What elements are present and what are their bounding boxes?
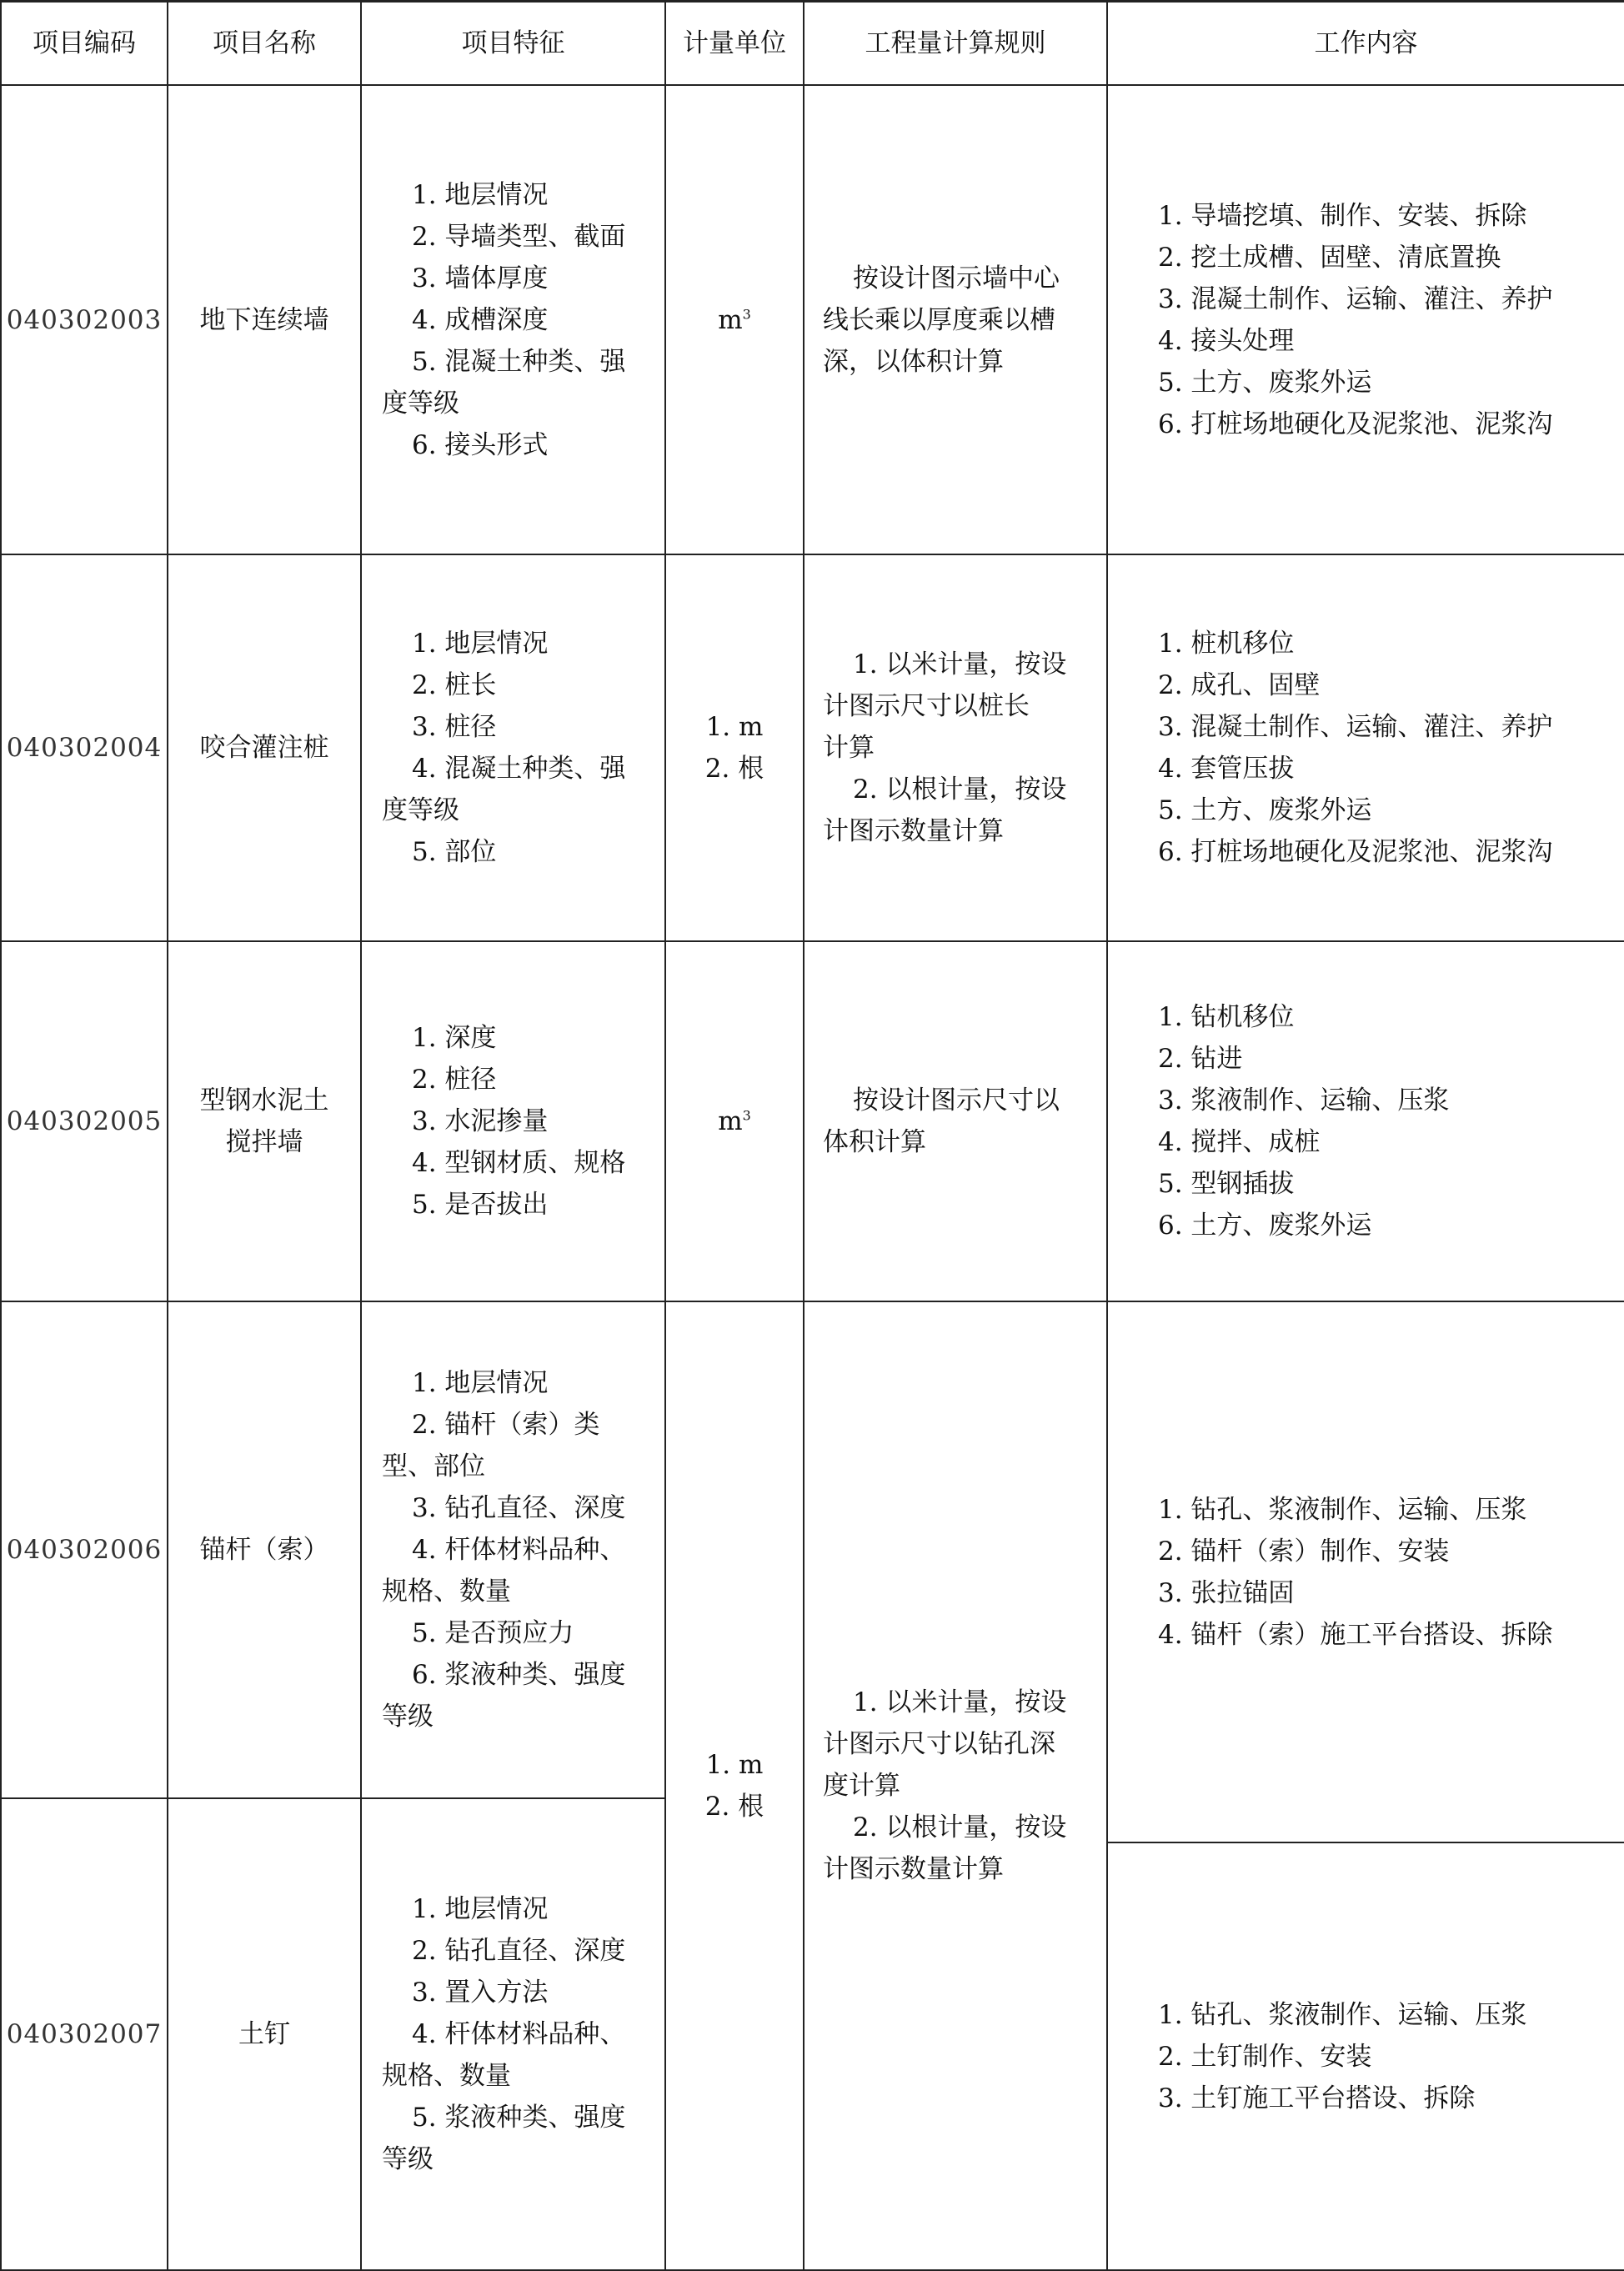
feature-line: 2. 锚杆（索）类: [412, 1410, 600, 1440]
work-line: 6. 打桩场地硬化及泥浆池、泥浆沟: [1158, 837, 1553, 867]
calc-rule: [804, 554, 1107, 941]
item-features: [361, 1301, 665, 1798]
item-features: [361, 1798, 665, 2270]
item-name-line: 型钢水泥土: [199, 1085, 329, 1115]
item-code: 040302004: [1, 554, 168, 941]
feature-line: 2. 钻孔直径、深度: [412, 1936, 626, 1966]
feature-line: 1. 地层情况: [412, 1368, 549, 1398]
feature-line: 规格、数量: [382, 2061, 511, 2091]
unit-value: m: [718, 1106, 743, 1136]
unit-value: m: [718, 304, 743, 335]
feature-line: 等级: [382, 2144, 434, 2174]
header-rule: 工程量计算规则: [804, 2, 1107, 86]
work-line: 3. 混凝土制作、运输、灌注、养护: [1158, 712, 1553, 742]
item-name-line: 锚杆（索）: [199, 1535, 329, 1565]
work-line: 3. 张拉锚固: [1158, 1577, 1295, 1608]
table-row: [1, 85, 1624, 554]
work-content: [1107, 85, 1624, 554]
rule-line: 线长乘以厚度乘以槽: [823, 304, 1055, 335]
item-code: 040302006: [1, 1301, 168, 1798]
item-name: [168, 1301, 361, 1798]
feature-line: 6. 浆液种类、强度: [412, 1660, 626, 1690]
item-code: 040302007: [1, 1798, 168, 2270]
feature-line: 规格、数量: [382, 1577, 511, 1607]
work-line: 4. 接头处理: [1158, 325, 1295, 356]
feature-line: 3. 钻孔直径、深度: [412, 1493, 626, 1523]
rule-line: 计图示尺寸以钻孔深: [823, 1729, 1055, 1759]
unit-line: 2. 根: [704, 1792, 764, 1822]
work-line: 4. 搅拌、成桩: [1158, 1127, 1321, 1157]
feature-line: 5. 是否预应力: [412, 1618, 574, 1648]
rule-line: 计算: [823, 733, 875, 763]
item-code: 040302003: [1, 85, 168, 554]
rule-line: 体积计算: [823, 1127, 926, 1157]
feature-line: 4. 成槽深度: [412, 304, 549, 335]
header-features: 项目特征: [361, 2, 665, 86]
unit-cell: [665, 85, 804, 554]
header-code: 项目编码: [1, 2, 168, 86]
feature-line: 2. 导墙类型、截面: [412, 221, 626, 252]
work-line: 5. 型钢插拔: [1158, 1169, 1295, 1199]
work-line: 1. 钻孔、浆液制作、运输、压浆: [1158, 1494, 1527, 1525]
feature-line: 2. 桩径: [412, 1065, 497, 1095]
work-content: [1107, 554, 1624, 941]
rule-line: 1. 以米计量，按设: [853, 649, 1067, 679]
work-line: 2. 土钉制作、安装: [1158, 2041, 1372, 2072]
unit-line: 1. m: [705, 712, 764, 742]
feature-line: 4. 型钢材质、规格: [412, 1148, 626, 1178]
rule-line: 按设计图示尺寸以: [853, 1085, 1060, 1115]
rule-line: 度计算: [823, 1771, 900, 1801]
item-name-line: 咬合灌注桩: [199, 733, 329, 763]
rule-line: 1. 以米计量，按设: [853, 1687, 1067, 1717]
feature-line: 等级: [382, 1702, 434, 1732]
feature-line: 3. 墙体厚度: [412, 263, 549, 293]
rule-line: 按设计图示墙中心: [853, 263, 1060, 293]
feature-line: 度等级: [382, 795, 459, 825]
feature-line: 型、部位: [382, 1451, 485, 1481]
unit-cell-shared: [665, 1301, 804, 2270]
work-content: [1107, 1842, 1624, 2270]
feature-line: 5. 部位: [412, 837, 497, 867]
item-name: [168, 554, 361, 941]
work-line: 3. 混凝土制作、运输、灌注、养护: [1158, 283, 1553, 314]
work-line: 1. 钻孔、浆液制作、运输、压浆: [1158, 1999, 1527, 2030]
rule-line: 计图示尺寸以桩长: [823, 691, 1030, 721]
feature-line: 3. 水泥掺量: [412, 1106, 549, 1136]
calc-rule-shared: [804, 1301, 1107, 2270]
feature-line: 4. 混凝土种类、强: [412, 754, 626, 784]
work-line: 2. 钻进: [1158, 1044, 1243, 1074]
table-row: [1, 1301, 1624, 1746]
feature-line: 1. 地层情况: [412, 179, 549, 210]
item-features: [361, 554, 665, 941]
item-features: [361, 941, 665, 1301]
work-line: 6. 土方、废浆外运: [1158, 1211, 1372, 1241]
unit-cell: [665, 554, 804, 941]
feature-line: 3. 桩径: [412, 712, 497, 742]
work-line: 6. 打桩场地硬化及泥浆池、泥浆沟: [1158, 409, 1553, 439]
feature-line: 度等级: [382, 388, 459, 419]
rule-line: 深，以体积计算: [823, 346, 1004, 377]
work-line: 3. 浆液制作、运输、压浆: [1158, 1085, 1450, 1115]
feature-line: 3. 置入方法: [412, 1978, 549, 2008]
feature-line: 1. 深度: [412, 1023, 497, 1053]
unit-line: 1. m: [705, 1750, 764, 1780]
feature-line: 5. 是否拔出: [412, 1190, 549, 1220]
work-content: [1107, 941, 1624, 1301]
work-line: 2. 成孔、固壁: [1158, 670, 1321, 700]
table-row: [1, 554, 1624, 941]
rule-line: 计图示数量计算: [823, 1854, 1004, 1884]
work-line: 2. 挖土成槽、固壁、清底置换: [1158, 242, 1501, 273]
item-name: [168, 1798, 361, 2270]
unit-superscript: 3: [742, 1107, 751, 1124]
work-line: 2. 锚杆（索）制作、安装: [1158, 1536, 1450, 1567]
calc-rule: [804, 941, 1107, 1301]
item-name-line: 地下连续墙: [199, 304, 329, 335]
item-name: [168, 941, 361, 1301]
unit-superscript: 3: [742, 306, 751, 323]
rule-line: 2. 以根计量，按设: [853, 1812, 1067, 1842]
header-name: 项目名称: [168, 2, 361, 86]
feature-line: 2. 桩长: [412, 670, 497, 700]
work-line: 5. 土方、废浆外运: [1158, 367, 1372, 398]
work-line: 3. 土钉施工平台搭设、拆除: [1158, 2083, 1476, 2113]
header-row: [1, 2, 1624, 86]
work-line: 1. 桩机移位: [1158, 629, 1295, 659]
header-work: 工作内容: [1107, 2, 1624, 86]
work-line: 4. 套管压拔: [1158, 754, 1295, 784]
rule-line: 2. 以根计量，按设: [853, 775, 1067, 805]
rule-line: 计图示数量计算: [823, 816, 1004, 846]
work-line: 4. 锚杆（索）施工平台搭设、拆除: [1158, 1619, 1553, 1650]
work-line: 1. 钻机移位: [1158, 1002, 1295, 1032]
unit-line: 2. 根: [704, 754, 764, 784]
table-row: [1, 941, 1624, 1301]
feature-line: 4. 杆体材料品种、: [412, 2019, 626, 2049]
item-name-line: 搅拌墙: [225, 1127, 303, 1157]
item-code: 040302005: [1, 941, 168, 1301]
item-features: [361, 85, 665, 554]
work-line: 5. 土方、废浆外运: [1158, 795, 1372, 825]
feature-line: 1. 地层情况: [412, 1894, 549, 1924]
feature-line: 5. 混凝土种类、强: [412, 346, 626, 377]
item-name: [168, 85, 361, 554]
calc-rule: [804, 85, 1107, 554]
work-content: [1107, 1301, 1624, 1842]
feature-line: 6. 接头形式: [412, 429, 549, 460]
feature-line: 5. 浆液种类、强度: [412, 2103, 626, 2133]
item-name-line: 土钉: [238, 2019, 290, 2049]
header-unit: 计量单位: [665, 2, 804, 86]
work-line: 1. 导墙挖填、制作、安装、拆除: [1158, 200, 1527, 231]
feature-line: 1. 地层情况: [412, 629, 549, 659]
unit-cell: [665, 941, 804, 1301]
feature-line: 4. 杆体材料品种、: [412, 1535, 626, 1565]
